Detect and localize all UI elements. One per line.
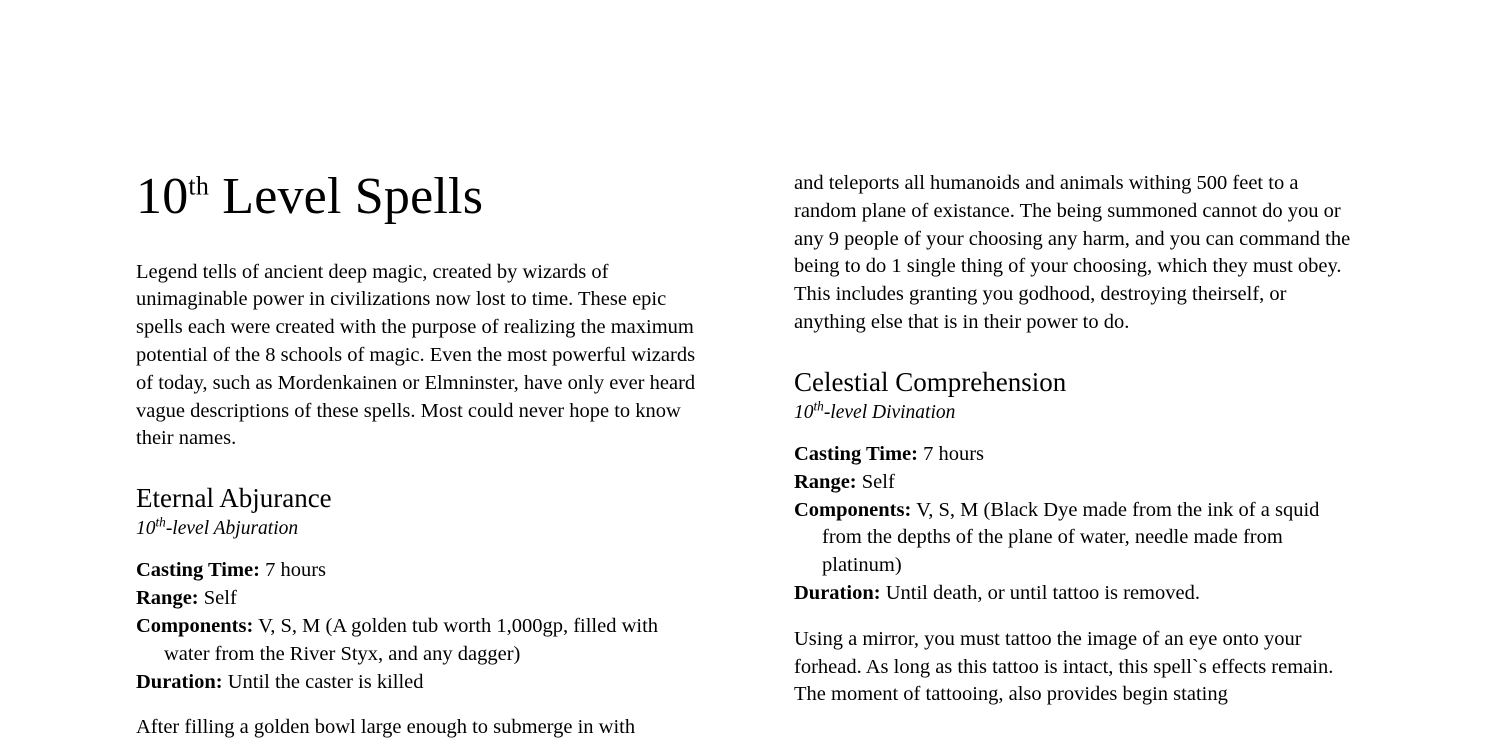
components-row	[794, 497, 1355, 580]
casting-time-row	[136, 557, 700, 585]
spell-level-number: 10	[794, 401, 814, 423]
spell-properties-celestial-comprehension	[794, 441, 1355, 608]
spell-name-eternal-abjurance: Eternal Abjurance	[136, 483, 332, 514]
page-title-rest: Level Spells	[209, 168, 484, 225]
casting-time-label: Casting Time:	[794, 443, 918, 466]
range-row	[136, 585, 700, 613]
spell-school-eternal-abjurance	[136, 514, 700, 541]
spell-level-ordinal-suffix: th	[155, 514, 166, 530]
casting-time-row	[794, 441, 1355, 469]
page-title	[136, 170, 700, 225]
range-label: Range:	[136, 587, 199, 610]
spell-description-celestial-comprehension: Using a mirror, you must tattoo the image of an eye onto your forhead. As long as this tattoo is intact, this spell`s effects remain. The moment of tattooing, also provides begin stating	[794, 627, 1334, 706]
right-column	[794, 0, 1500, 750]
casting-time-value: 7 hours	[265, 559, 327, 582]
duration-row	[794, 580, 1355, 608]
spell-name-celestial-comprehension: Celestial Comprehension	[794, 366, 1067, 397]
column-gutter	[700, 0, 794, 750]
duration-value: Until the caster is killed	[227, 670, 424, 693]
spell-school-celestial-comprehension	[794, 398, 1355, 425]
components-row	[136, 613, 700, 669]
components-value: V, S, M (Black Dye made from the ink of a squid from the depths of the plane of water, needle made from platinum)	[822, 498, 1320, 577]
range-value: Self	[861, 470, 895, 493]
left-column	[0, 0, 700, 750]
duration-value: Until death, or until tattoo is removed.	[885, 582, 1200, 604]
spell-level-ordinal-suffix: th	[813, 398, 824, 414]
casting-time-label: Casting Time:	[136, 559, 260, 582]
components-value: V, S, M (A golden tub worth 1,000gp, filled with water from the River Styx, and any dagger)	[164, 615, 659, 665]
range-value: Self	[203, 587, 237, 610]
duration-label: Duration:	[794, 582, 881, 604]
casting-time-value: 7 hours	[923, 443, 985, 466]
components-label: Components:	[136, 615, 254, 637]
page-title-number: 10	[136, 168, 189, 225]
continued-paragraph: and teleports all humanoids and animals withing 500 feet to a random plane of existance. The being summoned cannot do you or any 9 people of your choosing any harm, and you can command the being to do 1 single thing of your choosing, which they must obey. This includes granting you godhood, destroying theirself, or anything else that is in their power to do.	[794, 172, 1351, 333]
duration-label: Duration:	[136, 670, 223, 693]
spell-description-eternal-abjurance: After filling a golden bowl large enough to submerge in with	[136, 716, 636, 739]
range-label: Range:	[794, 470, 857, 493]
page-title-ordinal-suffix: th	[188, 171, 210, 201]
range-row	[794, 469, 1355, 497]
spell-school-text: -level Abjuration	[165, 518, 299, 540]
spell-level-number: 10	[136, 518, 156, 540]
intro-paragraph: Legend tells of ancient deep magic, created by wizards of unimaginable power in civilizations now lost to time. These epic spells each were created with the purpose of realizing the maximum potential of the 8 schools of magic. Even the most powerful wizards of today, such as Mordenkainen or Elmninster, have only ever heard vague descriptions of these spells. Most could never hope to know their names.	[136, 260, 696, 450]
duration-row	[136, 669, 700, 697]
spell-properties-eternal-abjurance	[136, 557, 700, 696]
components-label: Components:	[794, 498, 912, 521]
spell-school-text: -level Divination	[823, 401, 956, 423]
